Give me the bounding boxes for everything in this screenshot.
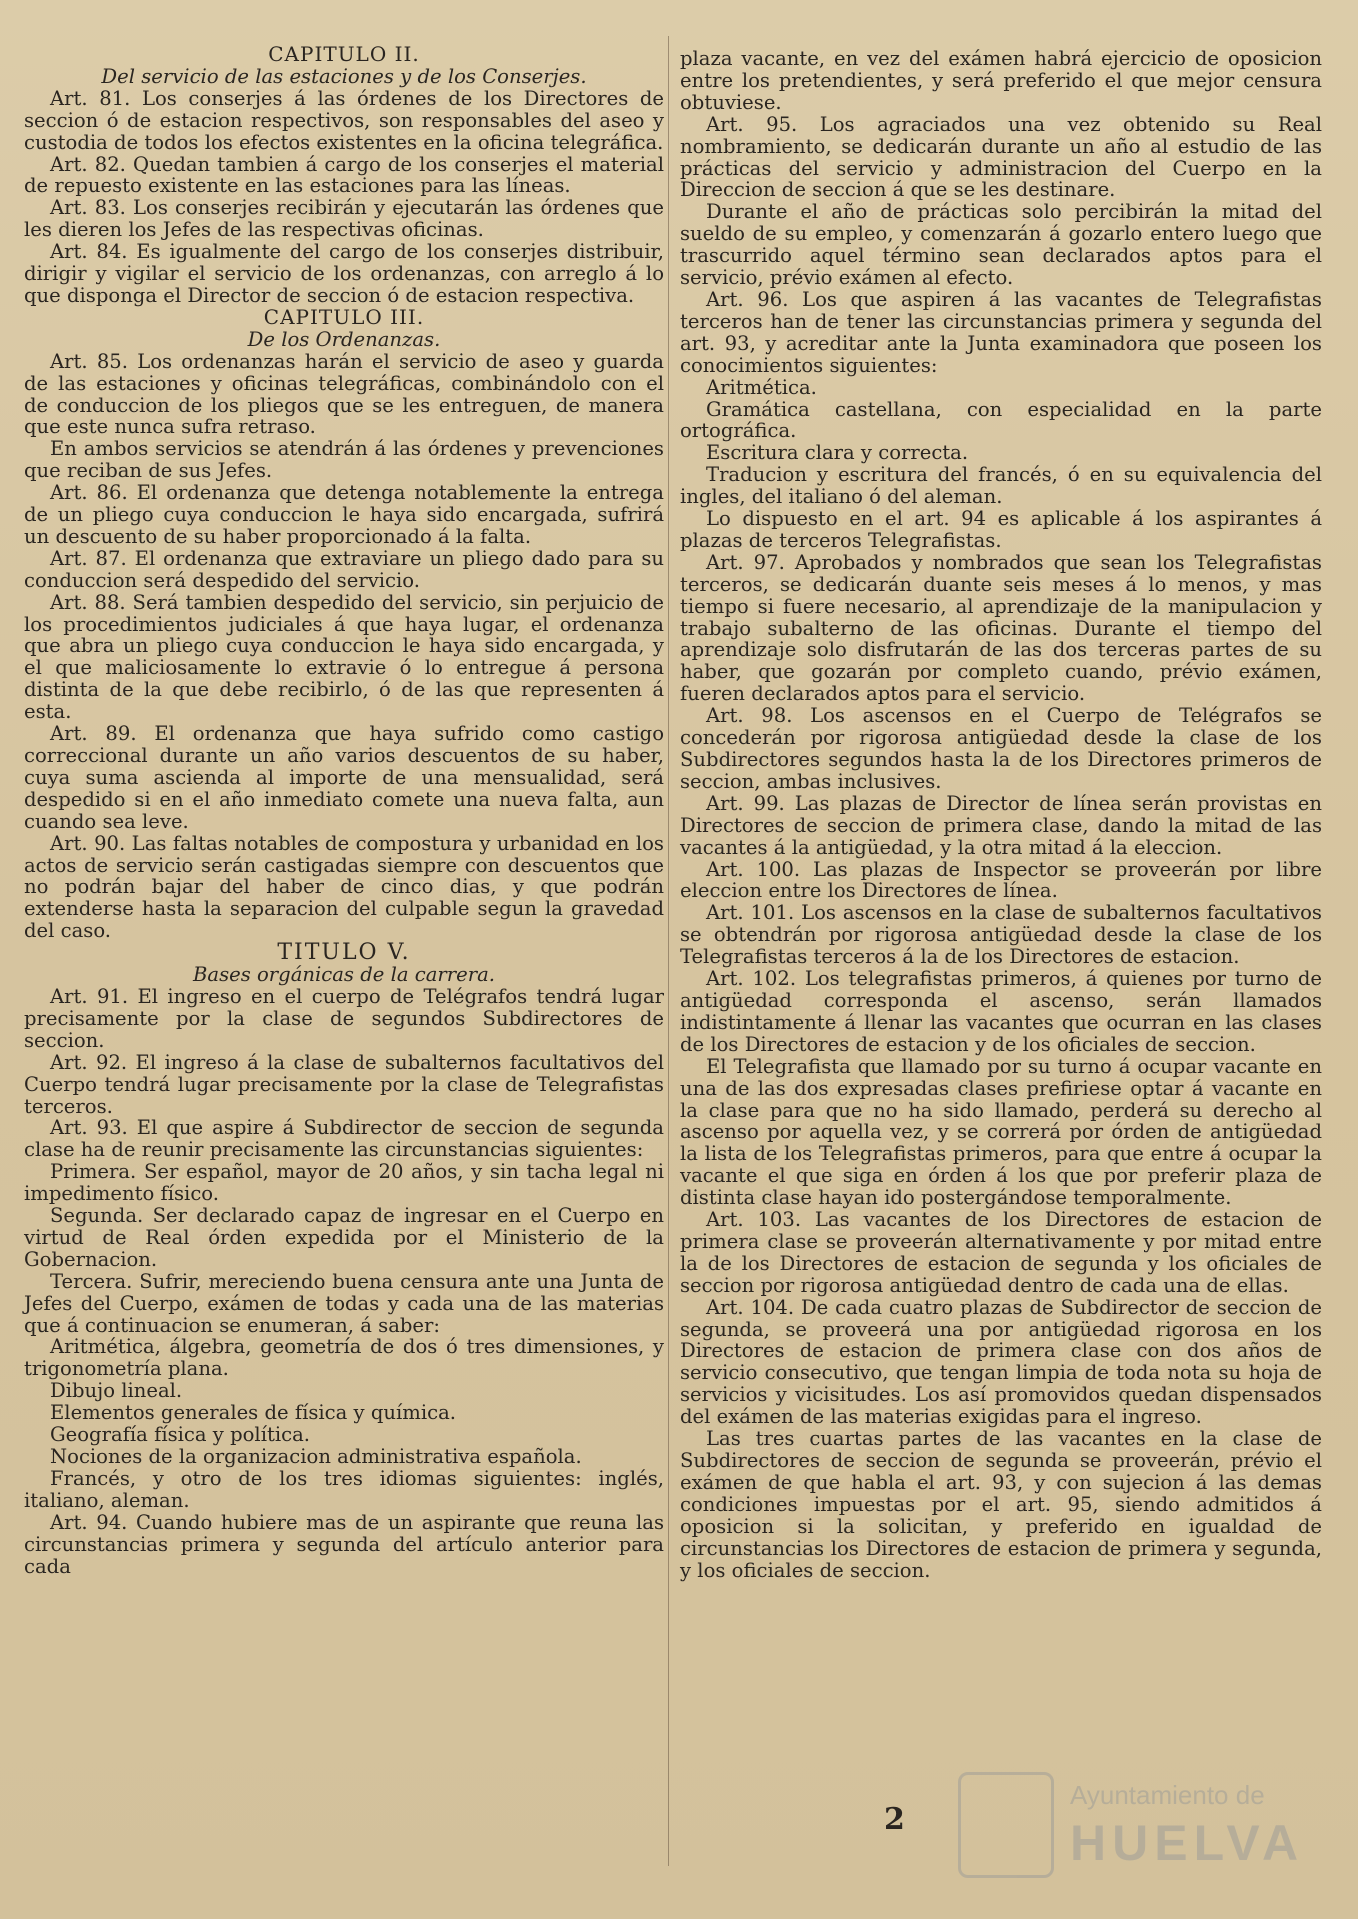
section-heading: TITULO V. [277,940,411,966]
article-paragraph: Art. 88. Será tambien despedido del servicio, sin perjuicio de los procedimientos judiciales á que haya lugar, el ordenanza que abra un pliego cuya conduccion le haya sido encargada, y el que maliciosamente lo extravie ó lo entregue á persona distinta de la que debe recibirlo, ó de las que representen á esta. [24,590,664,724]
section-subtitle: Del servicio de las estaciones y de los Conserjes. [101,64,587,88]
paragraph: Gramática castellana, con especialidad en la parte ortográfica. [680,397,1322,443]
article-paragraph: Art. 84. Es igualmente del cargo de los conserjes distribuir, dirigir y vigilar el servicio de los ordenanzas, con arreglo á lo que disponga el Director de seccion ó de estacion respectiva. [24,240,664,307]
article-paragraph: Art. 101. Los ascensos en la clase de subalternos facultativos se obtendrán por rigorosa antigüedad desde la clase de los Telegrafistas terceros á la de los Directores de estacion. [680,901,1322,969]
watermark-line1: Ayuntamiento de [1070,1780,1265,1810]
article-paragraph: Art. 96. Los que aspiren á las vacantes de Telegrafistas terceros han de tener las circunstancias primera y segunda del art. 93, y acreditar ante la Junta examinadora que poseen los conocimientos siguientes: [680,287,1322,377]
paragraph: Escritura clara y correcta. [706,441,969,465]
section-heading: CAPITULO II. [268,42,420,66]
article-paragraph: Art. 97. Aprobados y nombrados que sean los Telegrafistas terceros, se dedicarán duante seis meses á lo menos, y mas tiempo si fuere necesario, al aprendizaje de la manipulacion y trabajo subalterno de las oficinas. Durante el tiempo del aprendizaje solo disfrutarán de las dos terceras partes de su haber, que gozarán por completo cuando, prévio exámen, fueren declarados aptos para el servicio. [680,550,1322,706]
paragraph: Aritmética, álgebra, geometría de dos ó tres dimensiones, y trigonometría plana. [24,1335,664,1381]
section-subtitle: Bases orgánicas de la carrera. [192,963,496,987]
article-paragraph: Art. 89. El ordenanza que haya sufrido como castigo correccional durante un año varios descuentos de su haber, cuya suma ascienda al importe de una mensualidad, será despedido si en el año inmediato comete una nueva falta, aun cuando sea leve. [24,722,664,833]
coat-of-arms-icon [958,1772,1054,1878]
left-column [24,44,664,1577]
paragraph: Geografía física y política. [50,1423,310,1447]
article-paragraph: Art. 102. Los telegrafistas primeros, á quienes por turno de antigüedad corresponda el ascenso, serán llamados indistintamente á llenar las vacantes que ocurran en las clases de los Directores de estacion y de los oficiales de seccion. [680,967,1322,1056]
paragraph: Lo dispuesto en el art. 94 es aplicable á los aspirantes á plazas de terceros Telegrafistas. [680,507,1322,552]
article-paragraph: Art. 94. Cuando hubiere mas de un aspirante que reuna las circunstancias primera y segunda del artículo anterior para cada [24,1510,664,1578]
paragraph: Francés, y otro de los tres idiomas siguientes: inglés, italiano, aleman. [24,1466,664,1512]
paragraph: En ambos servicios se atendrán á las órdenes y prevenciones que reciban de sus Jefes. [24,437,664,483]
section-subtitle: De los Ordenanzas. [247,327,441,351]
paragraph: Primera. Ser español, mayor de 20 años, y sin tacha legal ni impedimento físico. [24,1160,664,1206]
article-paragraph: Art. 100. Las plazas de Inspector se proveerán por libre eleccion entre los Directores de línea. [680,857,1322,903]
article-paragraph: Art. 86. El ordenanza que detenga notablemente la entrega de un pliego cuya conduccion le haya sido encargada, sufrirá un descuento de su haber proporcionado á la falta. [24,481,664,548]
paragraph: El Telegrafista que llamado por su turno á ocupar vacante en una de las dos expresadas clases prefiriese optar á vacante en la clase para que no ha sido llamado, perderá su derecho al ascenso por aquella vez, y se correrá por órden de antigüedad la lista de los Telegrafistas primeros, para que entre á ocupar la vacante el que siga en órden á los que por preferir plaza de distinta clase hayan ido postergándose temporalmente. [680,1054,1322,1210]
article-paragraph: Art. 92. El ingreso á la clase de subalternos facultativos del Cuerpo tendrá lugar precisamente por la clase de Telegrafistas terceros. [24,1050,664,1118]
paragraph: Nociones de la organizacion administrativa española. [50,1445,582,1468]
paragraph: plaza vacante, en vez del exámen habrá ejercicio de oposicion entre los pretendientes, y será preferido el que mejor censura obtuviese. [680,47,1322,114]
watermark-line2: HUELVA [1070,1815,1305,1871]
article-paragraph: Art. 90. Las faltas notables de compostura y urbanidad en los actos de servicio serán castigadas siempre con descuentos que no podrán bajar del haber de cinco dias, y que podrán extenderse hasta la separacion del culpable segun la gravedad del caso. [24,831,664,943]
section-heading: CAPITULO III. [263,304,425,329]
column-divider [668,36,669,1866]
paragraph: Las tres cuartas partes de las vacantes en la clase de Subdirectores de seccion de segunda se proveerán, prévio el exámen de que habla el art. 93, y con sujecion á las demas condiciones impuestas por el art. 95, siendo admitidos á oposicion si la solicitan, y preferido en igualdad de circunstancias los Directores de estacion de primera y segunda, y los oficiales de seccion. [680,1427,1322,1582]
article-paragraph: Art. 82. Quedan tambien á cargo de los conserjes el material de repuesto existente en las estaciones para las líneas. [24,152,664,198]
paragraph: Traducion y escritura del francés, ó en su equivalencia del ingles, del italiano ó del aleman. [680,463,1322,509]
article-paragraph: Art. 85. Los ordenanzas harán el servicio de aseo y guarda de las estaciones y oficinas telegráficas, combinándolo con el de conduccion de los pliegos que se les entreguen, de manera que este nunca sufra retraso. [24,349,664,439]
paragraph: Segunda. Ser declarado capaz de ingresar en el Cuerpo en virtud de Real órden expedida por el Ministerio de la Gobernacion. [24,1204,664,1271]
right-column [680,48,1322,1581]
paragraph: Tercera. Sufrir, mereciendo buena censura ante una Junta de Jefes del Cuerpo, exámen de todas y cada una de las materias que á continuacion se enumeran, á saber: [24,1269,664,1337]
article-paragraph: Art. 98. Los ascensos en el Cuerpo de Telégrafos se concederán por rigorosa antigüedad desde la clase de los Subdirectores segundos hasta la de los Directores primeros de seccion, ambas inclusives. [680,704,1322,793]
article-paragraph: Art. 81. Los conserjes á las órdenes de los Directores de seccion ó de estacion respectivos, son responsables del aseo y custodia de todos los efectos existentes en la oficina telegráfica. [24,86,664,154]
paragraph: Durante el año de prácticas solo percibirán la mitad del sueldo de su empleo, y comenzarán á gozarlo entero luego que trascurrido aquel término sean declarados aptos para el servicio, prévio exámen al efecto. [680,200,1322,290]
article-paragraph: Art. 83. Los conserjes recibirán y ejecutarán las órdenes que les dieren los Jefes de las respectivas oficinas. [24,196,664,242]
archive-watermark [950,1768,1305,1878]
article-paragraph: Art. 87. El ordenanza que extraviare un pliego dado para su conduccion será despedido del servicio. [24,546,664,592]
article-paragraph: Art. 99. Las plazas de Director de línea serán provistas en Directores de seccion de primera clase, dando la mitad de las vacantes á la antigüedad, y la otra mitad á la eleccion. [680,791,1322,859]
page-number: 2 [884,1802,905,1837]
article-paragraph: Art. 103. Las vacantes de los Directores de estacion de primera clase se proveerán alternativamente y por mitad entre la de los Directores de estacion de segunda y los oficiales de seccion por rigorosa antigüedad dentro de cada una de ellas. [680,1208,1322,1297]
article-paragraph: Art. 104. De cada cuatro plazas de Subdirector de seccion de segunda, se proveerá una por antigüedad rigorosa en los Directores de estacion de primera clase con dos años de servicio consecutivo, que tengan limpia de toda nota su hoja de servicios y vicisitudes. Los así promovidos quedan dispensados del exámen de las materias exigidas para el ingreso. [680,1295,1322,1429]
article-paragraph: Art. 93. El que aspire á Subdirector de seccion de segunda clase ha de reunir precisamente las circunstancias siguientes: [24,1116,664,1162]
paragraph: Aritmética. [706,375,817,399]
article-paragraph: Art. 91. El ingreso en el cuerpo de Telégrafos tendrá lugar precisamente por la clase de segundos Subdirectores de seccion. [24,984,664,1052]
article-paragraph: Art. 95. Los agraciados una vez obtenido su Real nombramiento, se dedicarán durante un año al estudio de las prácticas del servicio y administracion del Cuerpo en la Direccion de seccion á que se les destinare. [680,112,1322,202]
paragraph: Elementos generales de física y química. [50,1401,457,1425]
paragraph: Dibujo lineal. [50,1379,183,1403]
